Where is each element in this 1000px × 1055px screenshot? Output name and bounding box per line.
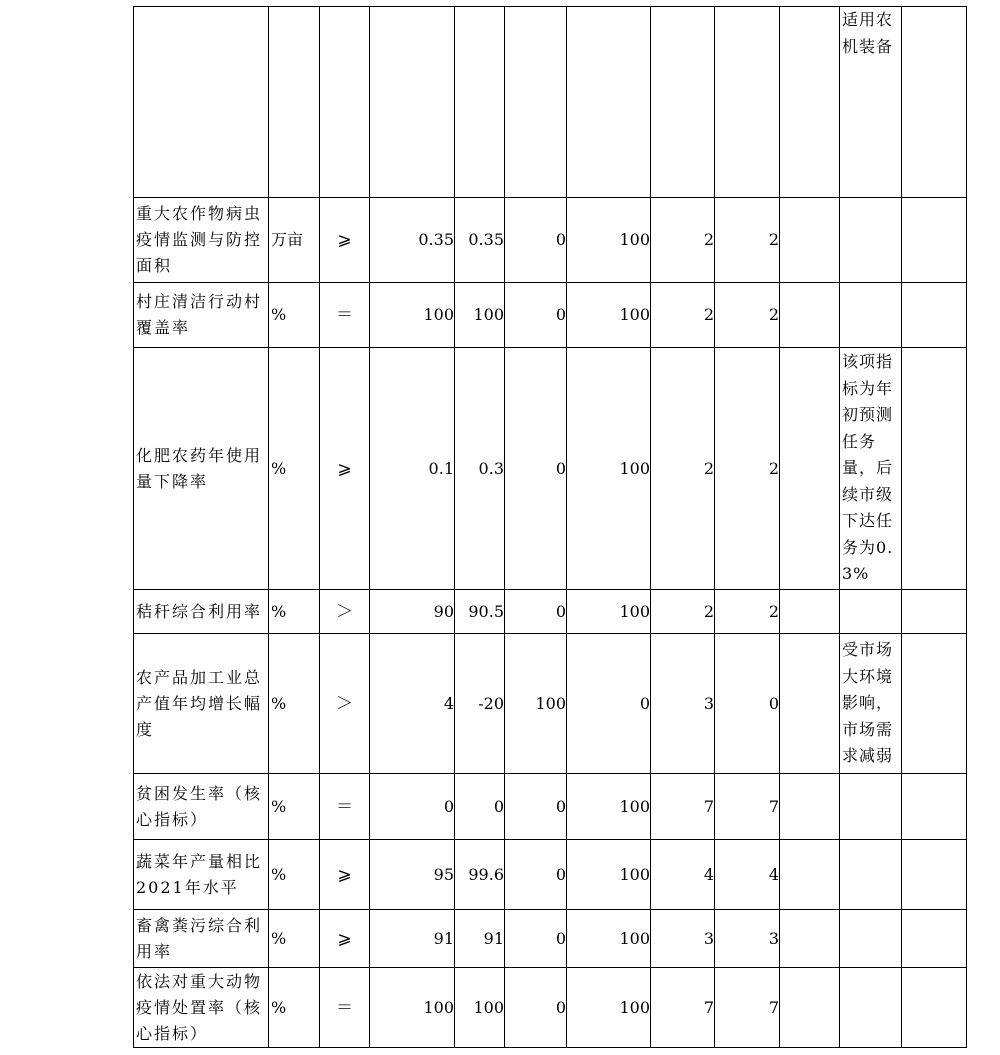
note-cell: 该项指标为年初预测任务量，后续市级下达任务为0.3% — [840, 348, 902, 590]
table-row — [134, 7, 967, 198]
score-cell: 2 — [715, 590, 780, 634]
completion-rate-cell: 100 — [567, 198, 651, 283]
comparison-operator-cell: ⩾ — [320, 348, 370, 590]
empty-cell — [902, 590, 967, 634]
score-cell: 3 — [715, 910, 780, 968]
unit-cell: % — [269, 840, 320, 910]
comparison-operator-cell: ＝ — [320, 774, 370, 840]
deduction-cell: 0 — [505, 910, 567, 968]
actual-value-cell — [455, 7, 505, 198]
actual-value-cell: 100 — [455, 968, 505, 1048]
unit-cell: % — [269, 348, 320, 590]
target-value-cell: 95 — [370, 840, 455, 910]
completion-rate-cell: 100 — [567, 968, 651, 1048]
table-row — [134, 283, 967, 348]
table-row — [134, 590, 967, 634]
deduction-cell: 100 — [505, 634, 567, 774]
note-cell — [840, 774, 902, 840]
deduction-cell: 0 — [505, 774, 567, 840]
empty-cell — [902, 198, 967, 283]
comparison-operator-cell — [320, 7, 370, 198]
table-row — [134, 840, 967, 910]
target-value-cell: 0 — [370, 774, 455, 840]
weight-cell: 2 — [651, 590, 715, 634]
note-cell — [840, 968, 902, 1048]
actual-value-cell: 91 — [455, 910, 505, 968]
weight-cell: 4 — [651, 840, 715, 910]
weight-cell: 3 — [651, 910, 715, 968]
indicator-name-cell: 依法对重大动物疫情处置率（核心指标） — [134, 968, 269, 1048]
score-cell: 7 — [715, 968, 780, 1048]
weight-cell: 2 — [651, 348, 715, 590]
empty-cell — [902, 634, 967, 774]
table-row — [134, 348, 967, 590]
completion-rate-cell: 100 — [567, 910, 651, 968]
comparison-operator-cell: ＞ — [320, 634, 370, 774]
comparison-operator-cell: ⩾ — [320, 840, 370, 910]
score-cell: 2 — [715, 198, 780, 283]
deduction-cell: 0 — [505, 283, 567, 348]
unit-cell: % — [269, 968, 320, 1048]
note-cell: 适用农机装备 — [840, 7, 902, 198]
actual-value-cell: -20 — [455, 634, 505, 774]
table-row — [134, 968, 967, 1048]
indicator-table — [133, 6, 967, 1048]
indicator-name-cell: 村庄清洁行动村覆盖率 — [134, 283, 269, 348]
empty-cell — [902, 968, 967, 1048]
indicator-name-cell: 重大农作物病虫疫情监测与防控面积 — [134, 198, 269, 283]
unit-cell: % — [269, 590, 320, 634]
table-row — [134, 774, 967, 840]
weight-cell: 7 — [651, 774, 715, 840]
comparison-operator-cell: ⩾ — [320, 198, 370, 283]
table-row — [134, 634, 967, 774]
unit-cell: 万亩 — [269, 198, 320, 283]
completion-rate-cell — [567, 7, 651, 198]
table-body — [134, 7, 967, 1048]
deduction-cell: 0 — [505, 590, 567, 634]
target-value-cell: 0.35 — [370, 198, 455, 283]
completion-rate-cell: 100 — [567, 283, 651, 348]
actual-value-cell: 90.5 — [455, 590, 505, 634]
empty-cell — [902, 840, 967, 910]
deduction-cell: 0 — [505, 840, 567, 910]
empty-cell — [780, 198, 840, 283]
unit-cell: % — [269, 283, 320, 348]
indicator-name-cell: 蔬菜年产量相比2021年水平 — [134, 840, 269, 910]
weight-cell: 2 — [651, 198, 715, 283]
actual-value-cell: 0.35 — [455, 198, 505, 283]
target-value-cell: 0.1 — [370, 348, 455, 590]
completion-rate-cell: 100 — [567, 590, 651, 634]
target-value-cell: 4 — [370, 634, 455, 774]
comparison-operator-cell: ＝ — [320, 968, 370, 1048]
empty-cell — [780, 590, 840, 634]
comparison-operator-cell: ＝ — [320, 283, 370, 348]
empty-cell — [780, 283, 840, 348]
completion-rate-cell: 100 — [567, 348, 651, 590]
empty-cell — [902, 774, 967, 840]
actual-value-cell: 0.3 — [455, 348, 505, 590]
indicator-name-cell: 秸秆综合利用率 — [134, 590, 269, 634]
actual-value-cell: 0 — [455, 774, 505, 840]
empty-cell — [780, 774, 840, 840]
deduction-cell: 0 — [505, 198, 567, 283]
note-cell — [840, 840, 902, 910]
completion-rate-cell: 0 — [567, 634, 651, 774]
note-cell — [840, 198, 902, 283]
indicator-name-cell: 农产品加工业总产值年均增长幅度 — [134, 634, 269, 774]
empty-cell — [780, 840, 840, 910]
weight-cell: 7 — [651, 968, 715, 1048]
target-value-cell: 90 — [370, 590, 455, 634]
empty-cell — [780, 968, 840, 1048]
note-cell — [840, 283, 902, 348]
indicator-name-cell: 畜禽粪污综合利用率 — [134, 910, 269, 968]
weight-cell: 3 — [651, 634, 715, 774]
weight-cell — [651, 7, 715, 198]
completion-rate-cell: 100 — [567, 774, 651, 840]
deduction-cell: 0 — [505, 348, 567, 590]
note-cell — [840, 910, 902, 968]
actual-value-cell: 100 — [455, 283, 505, 348]
table-row — [134, 198, 967, 283]
indicator-name-cell: 贫困发生率（核心指标） — [134, 774, 269, 840]
score-cell: 0 — [715, 634, 780, 774]
score-cell: 4 — [715, 840, 780, 910]
score-cell — [715, 7, 780, 198]
deduction-cell: 0 — [505, 968, 567, 1048]
score-cell: 7 — [715, 774, 780, 840]
empty-cell — [902, 7, 967, 198]
actual-value-cell: 99.6 — [455, 840, 505, 910]
unit-cell — [269, 7, 320, 198]
score-cell: 2 — [715, 348, 780, 590]
score-cell: 2 — [715, 283, 780, 348]
empty-cell — [902, 348, 967, 590]
unit-cell: % — [269, 774, 320, 840]
deduction-cell — [505, 7, 567, 198]
indicator-name-cell: 化肥农药年使用量下降率 — [134, 348, 269, 590]
empty-cell — [780, 910, 840, 968]
empty-cell — [780, 634, 840, 774]
completion-rate-cell: 100 — [567, 840, 651, 910]
empty-cell — [780, 348, 840, 590]
weight-cell: 2 — [651, 283, 715, 348]
comparison-operator-cell: ⩾ — [320, 910, 370, 968]
target-value-cell: 100 — [370, 968, 455, 1048]
unit-cell: % — [269, 634, 320, 774]
indicator-name-cell — [134, 7, 269, 198]
unit-cell: % — [269, 910, 320, 968]
comparison-operator-cell: ＞ — [320, 590, 370, 634]
empty-cell — [902, 910, 967, 968]
table-row — [134, 910, 967, 968]
note-cell — [840, 590, 902, 634]
empty-cell — [902, 283, 967, 348]
empty-cell — [780, 7, 840, 198]
target-value-cell: 100 — [370, 283, 455, 348]
target-value-cell — [370, 7, 455, 198]
note-cell: 受市场大环境影响，市场需求减弱 — [840, 634, 902, 774]
target-value-cell: 91 — [370, 910, 455, 968]
